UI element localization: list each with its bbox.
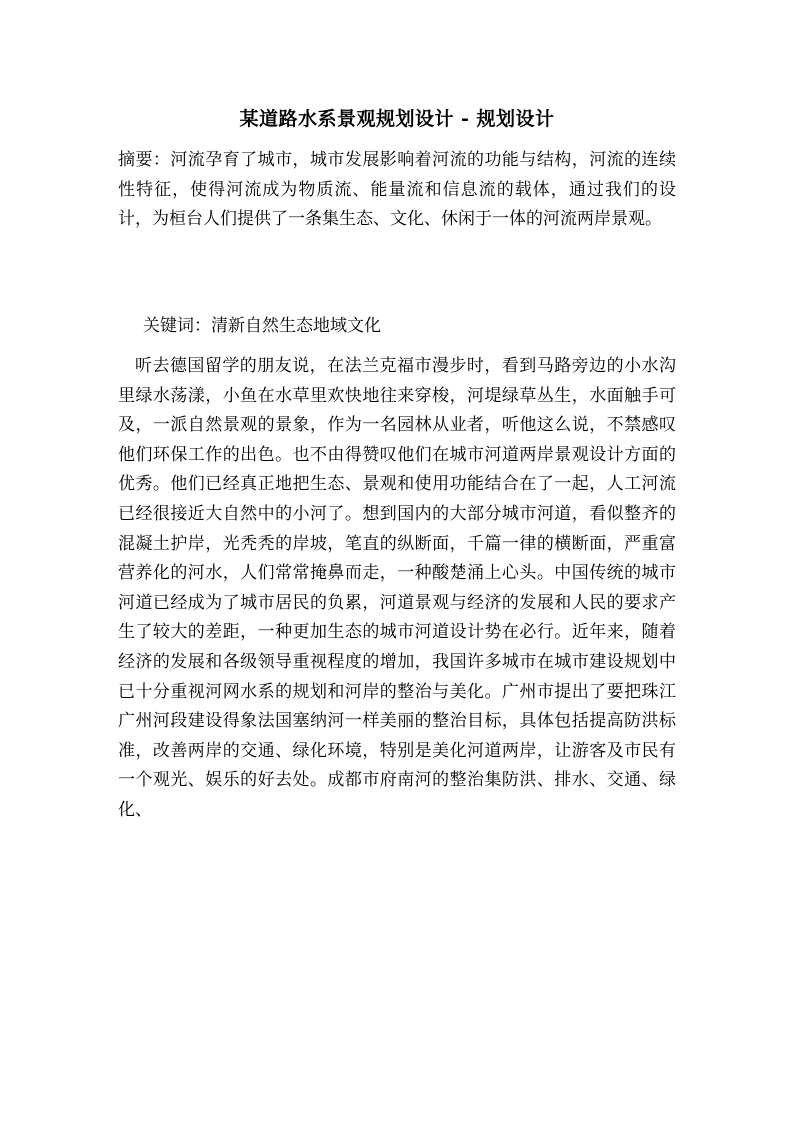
document-title: 某道路水系景观规划设计 - 规划设计	[239, 108, 555, 130]
body-paragraph: 听去德国留学的朋友说，在法兰克福市漫步时，看到马路旁边的小水沟里绿水荡漾，小鱼在水草里欢快地往来穿梭，河堤绿草丛生，水面触手可及，一派自然景观的景象，作为一名园林从业者，听他这么说，不禁感叹他们环保工作的出色。也不由得赞叹他们在城市河道两岸景观设计方面的优秀。他们已经真正地把生态、景观和使用功能结合在了一起，人工河流已经很接近大自然中的小河了。想到国内的大部分城市河道，看似整齐的混凝土护岸，光秃秃的岸坡，笔直的纵断面，千篇一律的横断面，严重富营养化的河水，人们常常掩鼻而走，一种酸楚涌上心头。中国传统的城市河道已经成为了城市居民的负累，河道景观与经济的发展和人民的要求产生了较大的差距，一种更加生态的城市河道设计势在必行。近年来，随着经济的发展和各级领导重视程度的增加，我国许多城市在城市建设规划中已十分重视河网水系的规划和河岸的整治与美化。广州市提出了要把珠江广州河段建设得象法国塞纳河一样美丽的整治目标，具体包括提高防洪标准，改善两岸的交通、绿化环境，特别是美化河道两岸，让游客及市民有一个观光、娱乐的好去处。成都市府南河的整治集防洪、排水、交通、绿化、	[118, 356, 676, 820]
abstract-paragraph: 摘要：河流孕育了城市，城市发展影响着河流的功能与结构，河流的连续性特征，使得河流成为物质流、能量流和信息流的载体，通过我们的设计，为桓台人们提供了一条集生态、文化、休闲于一体的河流两岸景观。	[118, 150, 676, 229]
keywords-line: 关键词：清新自然生态地域文化	[143, 316, 381, 336]
